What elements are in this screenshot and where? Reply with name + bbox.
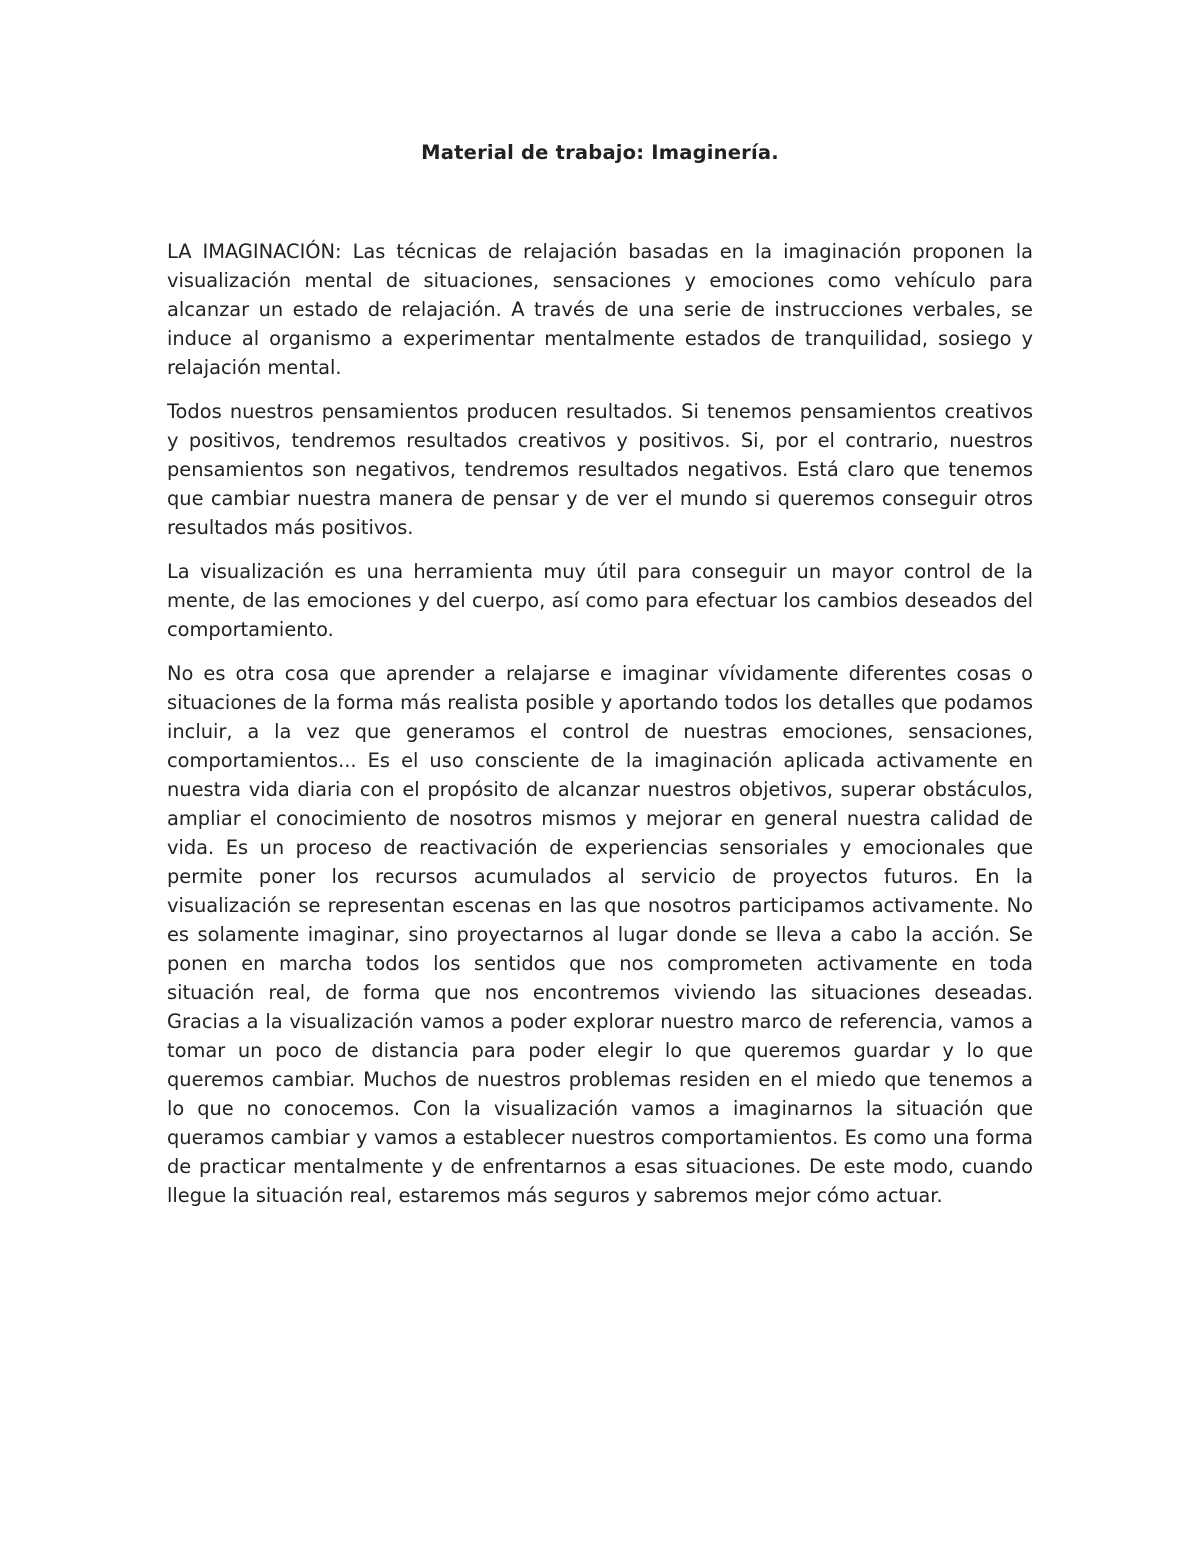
document-page xyxy=(167,138,1033,1225)
paragraph-visualizacion: La visualización es una herramienta muy útil para conseguir un mayor control de la mente, de las emociones y del cuerpo, así como para efectuar los cambios deseados del comportamiento. xyxy=(167,560,1033,641)
paragraph-imaginacion: LA IMAGINACIÓN: Las técnicas de relajación basadas en la imaginación proponen la visualización mental de situaciones, sensaciones y emociones como vehículo para alcanzar un estado de relajación. A través de una serie de instrucciones verbales, se induce al organismo a experimentar mentalmente estados de tranquilidad, sosiego y relajación mental. xyxy=(167,240,1033,379)
document-title: Material de trabajo: Imaginería. xyxy=(421,141,779,164)
paragraph-pensamientos: Todos nuestros pensamientos producen resultados. Si tenemos pensamientos creativos y positivos, tendremos resultados creativos y positivos. Si, por el contrario, nuestros pensamientos son negativos, tendremos resultados negativos. Está claro que tenemos que cambiar nuestra manera de pensar y de ver el mundo si queremos conseguir otros resultados más positivos. xyxy=(167,400,1033,539)
paragraph-relajarse: No es otra cosa que aprender a relajarse e imaginar vívidamente diferentes cosas o situaciones de la forma más realista posible y aportando todos los detalles que podamos incluir, a la vez que generamos el control de nuestras emociones, sensaciones, comportamientos... Es el uso consciente de la imaginación aplicada activamente en nuestra vida diaria con el propósito de alcanzar nuestros objetivos, superar obstáculos, ampliar el conocimiento de nosotros mismos y mejorar en general nuestra calidad de vida. Es un proceso de reactivación de experiencias sensoriales y emocionales que permite poner los recursos acumulados al servicio de proyectos futuros. En la visualización se representan escenas en las que nosotros participamos activamente. No es solamente imaginar, sino proyectarnos al lugar donde se lleva a cabo la acción. Se ponen en marcha todos los sentidos que nos comprometen activamente en toda situación real, de forma que nos encontremos viviendo las situaciones deseadas. Gracias a la visualización vamos a poder explorar nuestro marco de referencia, vamos a tomar un poco de distancia para poder elegir lo que queremos guardar y lo que queremos cambiar. Muchos de nuestros problemas residen en el miedo que tenemos a lo que no conocemos. Con la visualización vamos a imaginarnos la situación que queramos cambiar y vamos a establecer nuestros comportamientos. Es como una forma de practicar mentalmente y de enfrentarnos a esas situaciones. De este modo, cuando llegue la situación real, estaremos más seguros y sabremos mejor cómo actuar. xyxy=(167,662,1033,1207)
